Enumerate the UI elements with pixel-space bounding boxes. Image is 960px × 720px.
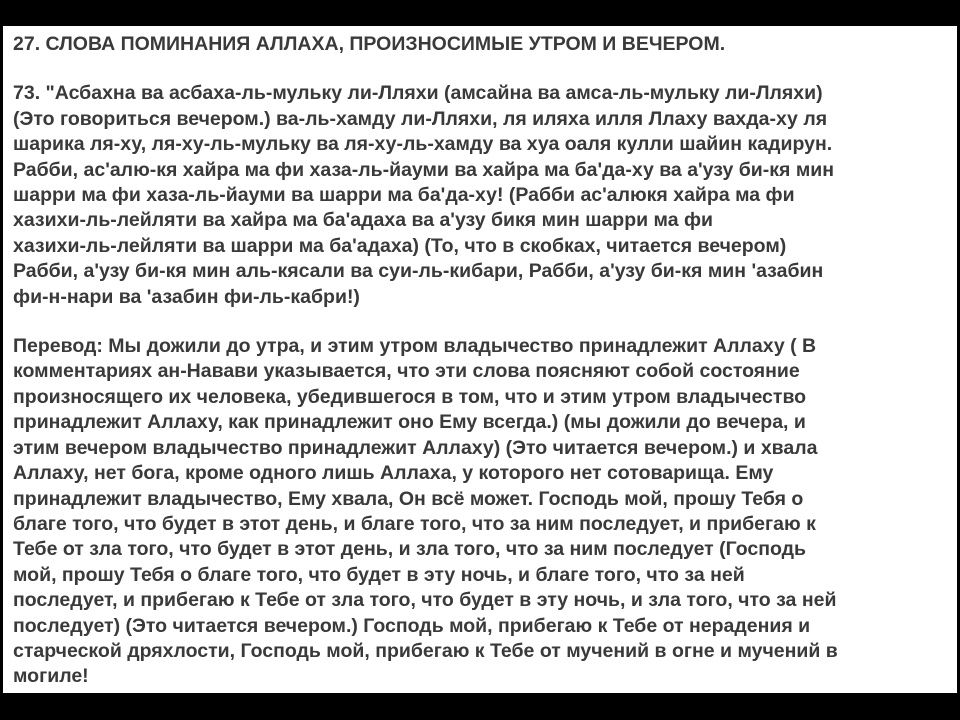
hadith-line: шарри ма фи хаза-ль-йауми ва шарри ма ба'да-ху! (Рабби ас'алюкя хайра ма фи (13, 184, 795, 207)
hadith-line: шарика ля-ху, ля-ху-ль-мульку ва ля-ху-ль-хамду ва хуа оаля кулли шайин кадирун. (13, 133, 833, 156)
translation-line: Тебе от зла того, что будет в этот день, и зла того, что за ним последует (Господь (13, 538, 807, 561)
section-heading: 27. СЛОВА ПОМИНАНИЯ АЛЛАХА, ПРОИЗНОСИМЫЕ УТРОМ И ВЕЧЕРОМ. (13, 33, 726, 55)
translation-line: принадлежит владычество, Ему хвала, Он всё может. Господь мой, прошу Тебя о (13, 487, 804, 510)
hadith-line: Рабби, а'узу би-кя мин аль-кясали ва суи-ль-кибари, Рабби, а'узу би-кя мин 'азабин (13, 260, 824, 283)
translation-line: могиле! (13, 665, 89, 688)
hadith-line: 73. "Асбахна ва асбаха-ль-мульку ли-Лляхи (амсайна ва амса-ль-мульку ли-Лляхи) (13, 82, 823, 105)
translation-line: этим вечером владычество принадлежит Аллаху) (Это читается вечером.) и хвала (13, 436, 818, 459)
translation-line: произносящего их человека, убедившегося в том, что и этим утром владычество (13, 385, 807, 408)
translation-line: благе того, что будет в этот день, и благе того, что за ним последует, и прибегаю к (13, 512, 816, 535)
hadith-line: хазихи-ль-лейляти ва шарри ма ба'адаха) (То, что в скобках, читается вечером) (13, 234, 787, 257)
hadith-line: фи-н-нари ва 'азабин фи-ль-кабри!) (13, 285, 360, 308)
translation-paragraph (13, 334, 953, 690)
hadith-paragraph (13, 81, 953, 310)
translation-line: мой, прошу Тебя о благе того, что будет в эту ночь, и благе того, что за ней (13, 563, 745, 586)
translation-line: принадлежит Аллаху, как принадлежит оно Ему всегда.) (мы дожили до вечера, и (13, 411, 806, 434)
document-page (3, 26, 957, 693)
hadith-line: Рабби, ас'алю-кя хайра ма фи хаза-ль-йауми ва хайра ма ба'да-ху ва а'узу би-кя мин (13, 158, 835, 181)
translation-line: Аллаху, нет бога, кроме одного лишь Аллаха, у которого нет сотоварища. Ему (13, 462, 774, 485)
hadith-line: (Это говориться вечером.) ва-ль-хамду ли-Лляхи, ля иляха илля Ллаху вахда-ху ля (13, 107, 828, 130)
translation-line: последует) (Это читается вечером.) Господь мой, прибегаю к Тебе от нерадения и (13, 614, 811, 637)
translation-line: последует, и прибегаю к Тебе от зла того, что будет в эту ночь, и зла того, что за ней (13, 589, 837, 612)
translation-line: Перевод: Мы дожили до утра, и этим утром владычество принадлежит Аллаху ( В (13, 335, 817, 358)
translation-line: старческой дряхлости, Господь мой, прибегаю к Тебе от мучений в огне и мучений в (13, 639, 838, 662)
translation-line: комментариях ан-Навави указывается, что эти слова поясняют собой состояние (13, 360, 800, 383)
hadith-line: хазихи-ль-лейляти ва хайра ма ба'адаха ва а'узу бикя мин шарри ма фи (13, 209, 714, 232)
